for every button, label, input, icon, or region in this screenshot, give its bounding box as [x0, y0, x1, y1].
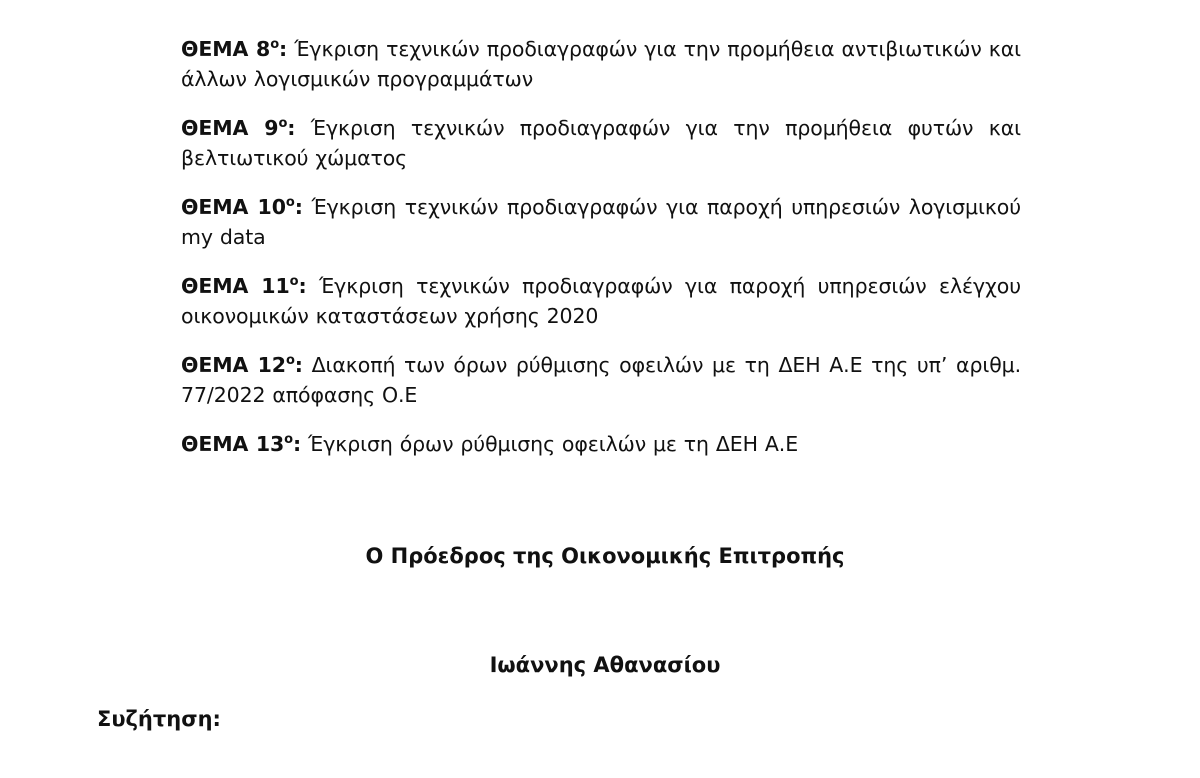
- signature-name: Ιωάννης Αθανασίου: [489, 653, 721, 677]
- agenda-item-text: Έγκριση τεχνικών προδιαγραφών για παροχή υπηρεσιών ελέγχου οικονομικών καταστάσεων χρήσης 2020: [181, 274, 1021, 328]
- agenda-item-colon: :: [287, 116, 296, 140]
- agenda-item-label: ΘΕΜΑ 12: [181, 353, 286, 377]
- agenda-item-text: Έγκριση όρων ρύθμισης οφειλών με τη ΔΕΗ Α.Ε: [301, 432, 799, 456]
- agenda-item-9: [181, 113, 1021, 173]
- agenda-item-12: [181, 350, 1021, 410]
- agenda-item-ordinal: ο: [270, 37, 280, 53]
- agenda-item-label: ΘΕΜΑ 8: [181, 37, 271, 61]
- agenda-item-label: ΘΕΜΑ 13: [181, 432, 285, 456]
- agenda-item-ordinal: ο: [285, 195, 295, 211]
- agenda-item-text: Έγκριση τεχνικών προδιαγραφών για την προμήθεια φυτών και βελτιωτικού χώματος: [181, 116, 1021, 170]
- agenda-item-colon: :: [294, 353, 303, 377]
- agenda-item-8: [181, 34, 1021, 94]
- agenda-item-text: Έγκριση τεχνικών προδιαγραφών για παροχή υπηρεσιών λογισμικού my data: [181, 195, 1035, 249]
- agenda-item-colon: :: [293, 432, 302, 456]
- agenda-item-ordinal: ο: [285, 353, 295, 369]
- agenda-item-label: ΘΕΜΑ 11: [181, 274, 290, 298]
- agenda-item-13: [181, 429, 1021, 459]
- agenda-item-11: [181, 271, 1021, 331]
- agenda-item-colon: :: [298, 274, 307, 298]
- agenda-item-ordinal: ο: [289, 274, 299, 290]
- agenda-item-ordinal: ο: [278, 116, 288, 132]
- agenda-item-text: Έγκριση τεχνικών προδιαγραφών για την προμήθεια αντιβιωτικών και άλλων λογισμικών προγραμμάτων: [181, 37, 1021, 91]
- agenda-item-text: Διακοπή των όρων ρύθμισης οφειλών με τη ΔΕΗ Α.Ε της υπ’ αριθμ. 77/2022 απόφασης Ο.Ε: [181, 353, 1021, 407]
- agenda-item-label: ΘΕΜΑ 10: [181, 195, 286, 219]
- agenda-items-list: [181, 34, 1035, 478]
- discussion-heading: Συζήτηση:: [97, 707, 221, 731]
- signature-title: Ο Πρόεδρος της Οικονομικής Επιτροπής: [365, 544, 845, 568]
- agenda-item-10: [181, 192, 1035, 252]
- agenda-item-colon: :: [279, 37, 288, 61]
- agenda-item-colon: :: [294, 195, 303, 219]
- agenda-item-label: ΘΕΜΑ 9: [181, 116, 279, 140]
- agenda-item-ordinal: ο: [284, 432, 294, 448]
